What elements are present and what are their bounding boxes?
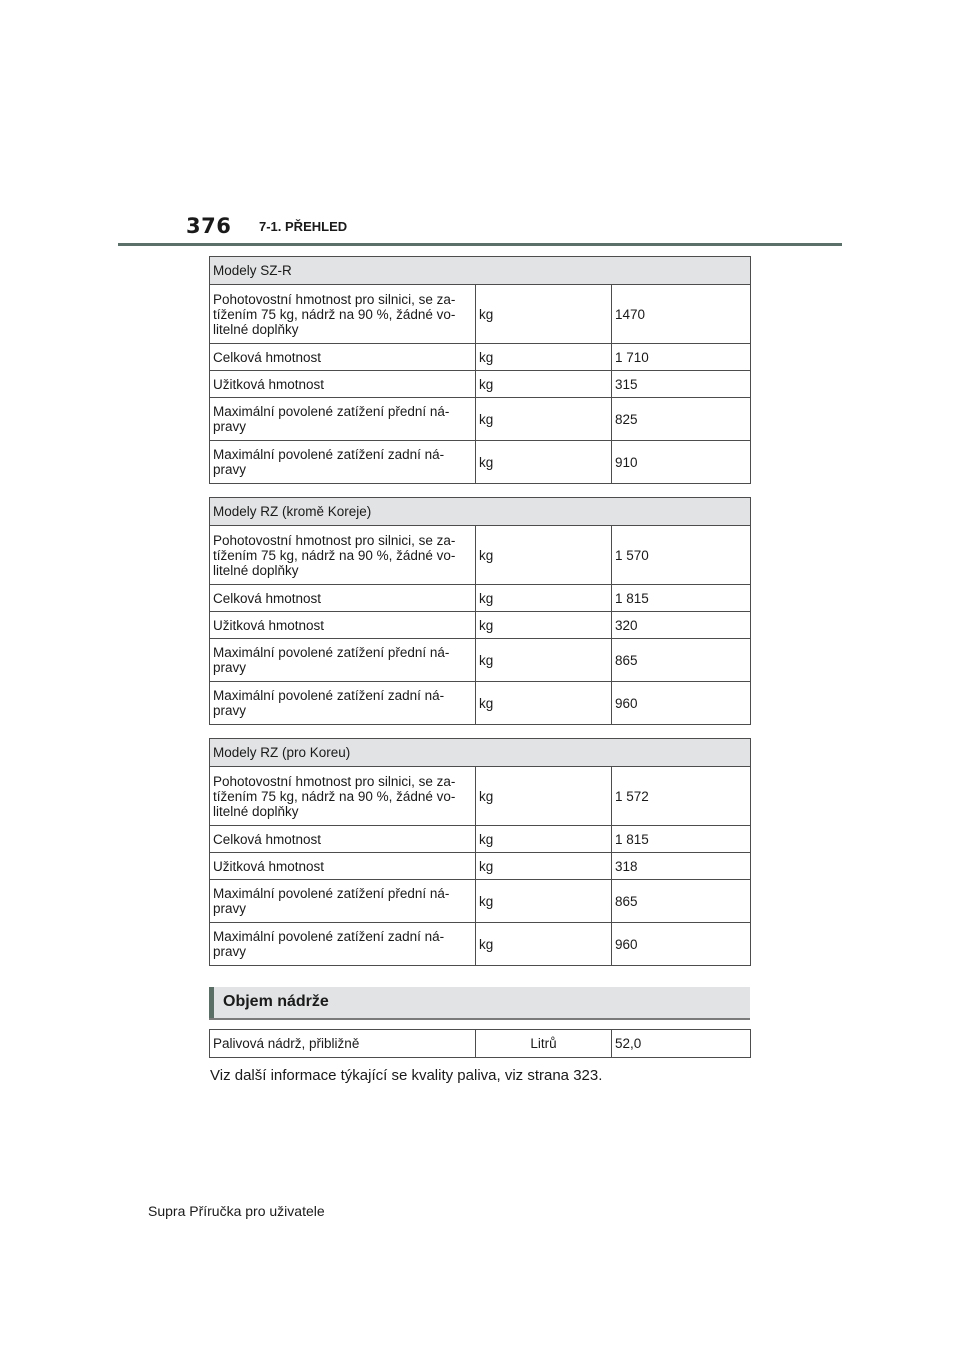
row-unit: kg — [476, 639, 612, 682]
row-label: Maximální povolené zatížení zadní ná- pravy — [210, 682, 476, 725]
table-row — [210, 344, 751, 371]
row-unit: Litrů — [476, 1030, 612, 1058]
row-value: 1470 — [612, 285, 751, 344]
row-label: Celková hmotnost — [210, 585, 476, 612]
row-label: Palivová nádrž, přibližně — [210, 1030, 476, 1058]
table-title: Modely RZ (kromě Koreje) — [210, 498, 751, 526]
row-unit: kg — [476, 853, 612, 880]
row-label: Maximální povolené zatížení zadní ná- pravy — [210, 923, 476, 966]
row-value: 1 570 — [612, 526, 751, 585]
section-title: 7-1. PŘEHLED — [259, 219, 348, 234]
row-unit: kg — [476, 285, 612, 344]
row-label: Užitková hmotnost — [210, 612, 476, 639]
header-rule — [118, 243, 842, 246]
row-unit: kg — [476, 880, 612, 923]
table-title: Modely SZ-R — [210, 257, 751, 285]
row-value: 865 — [612, 880, 751, 923]
table-header-row — [210, 257, 751, 285]
row-unit: kg — [476, 398, 612, 441]
table-row — [210, 526, 751, 585]
row-label: Užitková hmotnost — [210, 371, 476, 398]
table-row — [210, 767, 751, 826]
page-footer: Supra Příručka pro uživatele — [148, 1203, 325, 1219]
row-value: 910 — [612, 441, 751, 484]
row-label: Celková hmotnost — [210, 826, 476, 853]
row-unit: kg — [476, 923, 612, 966]
weights-table-rz-non-korea — [209, 497, 751, 725]
row-label: Pohotovostní hmotnost pro silnici, se za- tížením 75 kg, nádrž na 90 %, žádné vo- litelné doplňky — [210, 767, 476, 826]
row-unit: kg — [476, 526, 612, 585]
row-label: Maximální povolené zatížení zadní ná- pravy — [210, 441, 476, 484]
row-unit: kg — [476, 826, 612, 853]
row-value: 1 815 — [612, 826, 751, 853]
row-unit: kg — [476, 767, 612, 826]
row-unit: kg — [476, 585, 612, 612]
table-row — [210, 441, 751, 484]
row-unit: kg — [476, 441, 612, 484]
table-row — [210, 639, 751, 682]
row-label: Pohotovostní hmotnost pro silnici, se za- tížením 75 kg, nádrž na 90 %, žádné vo- litelné doplňky — [210, 285, 476, 344]
row-value: 320 — [612, 612, 751, 639]
fuel-tank-heading — [209, 987, 750, 1020]
table-row — [210, 826, 751, 853]
row-label: Maximální povolené zatížení přední ná- pravy — [210, 398, 476, 441]
row-value: 315 — [612, 371, 751, 398]
fuel-tank-table — [209, 1029, 751, 1058]
table-row — [210, 923, 751, 966]
table-row — [210, 612, 751, 639]
row-unit: kg — [476, 612, 612, 639]
row-value: 960 — [612, 682, 751, 725]
heading-accent-bar — [209, 987, 214, 1018]
row-value: 960 — [612, 923, 751, 966]
row-unit: kg — [476, 371, 612, 398]
table-row — [210, 853, 751, 880]
row-unit: kg — [476, 344, 612, 371]
fuel-tank-heading-title: Objem nádrže — [223, 993, 329, 1010]
row-value: 318 — [612, 853, 751, 880]
row-value: 1 815 — [612, 585, 751, 612]
table-row — [210, 880, 751, 923]
table-title: Modely RZ (pro Koreu) — [210, 739, 751, 767]
table-row — [210, 682, 751, 725]
row-label: Celková hmotnost — [210, 344, 476, 371]
row-value: 52,0 — [612, 1030, 751, 1058]
table-row — [210, 1030, 751, 1058]
row-label: Užitková hmotnost — [210, 853, 476, 880]
table-header-row — [210, 498, 751, 526]
table-row — [210, 585, 751, 612]
table-row — [210, 398, 751, 441]
weights-table-rz-korea — [209, 738, 751, 966]
table-header-row — [210, 739, 751, 767]
row-label: Maximální povolené zatížení přední ná- pravy — [210, 639, 476, 682]
row-value: 865 — [612, 639, 751, 682]
row-value: 1 572 — [612, 767, 751, 826]
row-label: Maximální povolené zatížení přední ná- pravy — [210, 880, 476, 923]
row-value: 825 — [612, 398, 751, 441]
row-value: 1 710 — [612, 344, 751, 371]
fuel-quality-note: Viz další informace týkající se kvality paliva, viz strana 323. — [210, 1067, 603, 1084]
row-label: Pohotovostní hmotnost pro silnici, se za- tížením 75 kg, nádrž na 90 %, žádné vo- litelné doplňky — [210, 526, 476, 585]
page-number: 376 — [186, 214, 232, 238]
table-row — [210, 371, 751, 398]
table-row — [210, 285, 751, 344]
row-unit: kg — [476, 682, 612, 725]
weights-table-sz-r — [209, 256, 751, 484]
